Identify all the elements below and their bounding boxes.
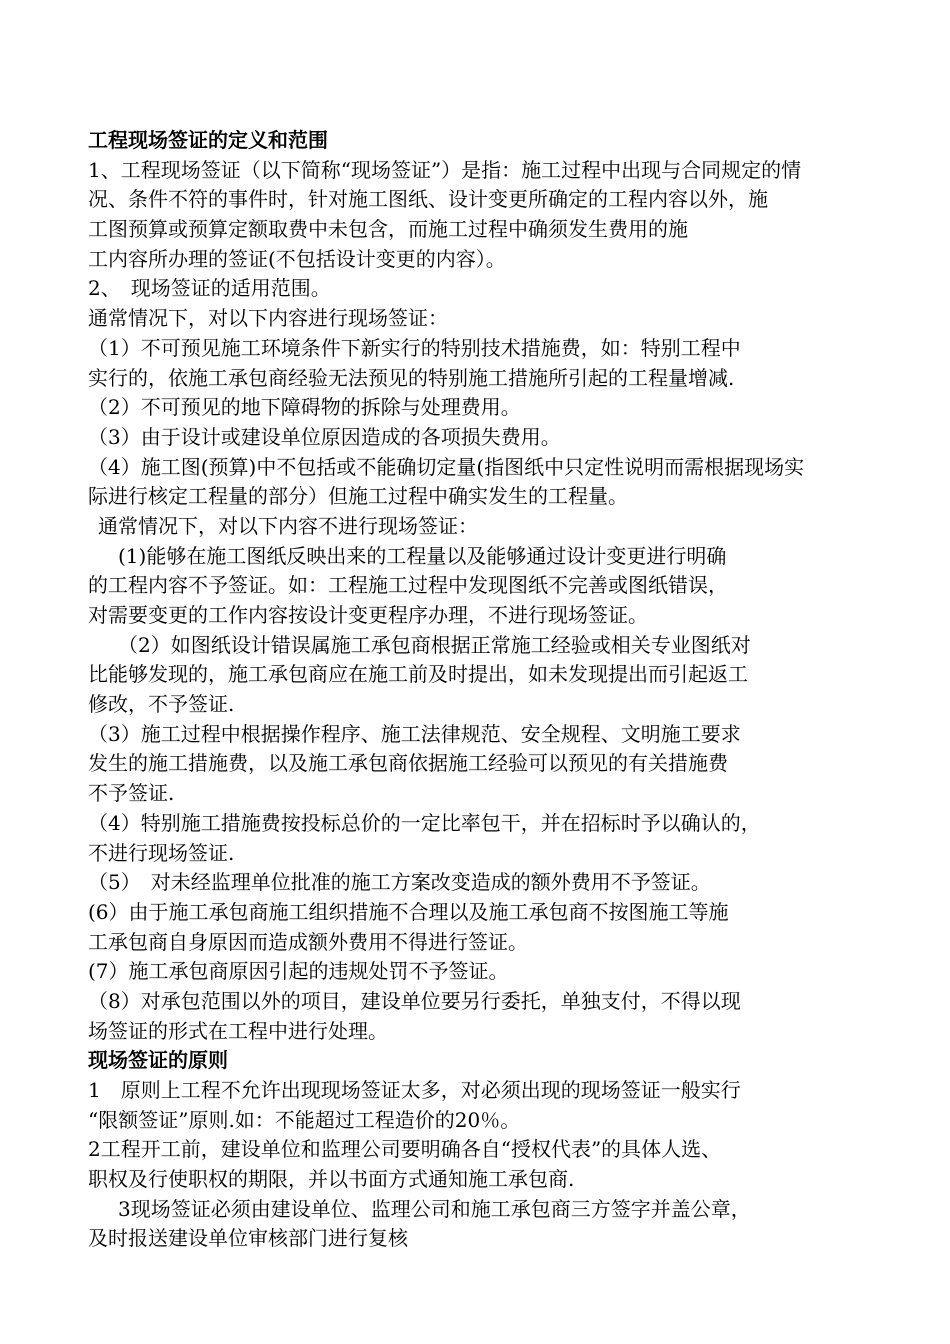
list-item-line: （1）不可预见施工环境条件下新实行的特别技术措施费，如：特别工程中	[88, 335, 741, 360]
list-item-line: (1)能够在施工图纸反映出来的工程量以及能够通过设计变更进行明确	[118, 543, 727, 568]
principle-line: 职权及行使职权的期限，并以书面方式通知施工承包商.	[88, 1167, 575, 1192]
list-item-line: 不予签证.	[88, 781, 175, 806]
paragraph-line: 工内容所办理的签证(不包括设计变更的内容）。	[88, 246, 506, 271]
document-page	[88, 126, 868, 1254]
list-item-line: (6）由于施工承包商施工组织措施不合理以及施工承包商不按图施工等施	[88, 899, 729, 924]
paragraph-line: 1、工程现场签证（以下简称“现场签证”）是指：施工过程中出现与合同规定的情	[88, 157, 802, 182]
paragraph-line: 况、条件不符的事件时，针对施工图纸、设计变更所确定的工程内容以外，施	[88, 187, 768, 212]
list-item-line: （4）施工图(预算)中不包括或不能确切定量(指图纸中只定性说明而需根据现场实	[88, 454, 805, 479]
section-heading-principles: 现场签证的原则	[88, 1048, 228, 1073]
principle-line: 1 原则上工程不允许出现现场签证太多，对必须出现的现场签证一般实行	[88, 1078, 741, 1102]
list-item-line: （2）如图纸设计错误属施工承包商根据正常施工经验或相关专业图纸对	[118, 632, 751, 657]
paragraph-line: 工图预算或预算定额取费中未包含，而施工过程中确须发生费用的施	[88, 217, 688, 242]
list-item-line: 实行的，依施工承包商经验无法预见的特别施工措施所引起的工程量增减.	[88, 365, 735, 390]
section-heading-definition: 工程现场签证的定义和范围	[88, 128, 328, 152]
paragraph-line: 通常情况下，对以下内容进行现场签证：	[88, 306, 448, 331]
list-item-line: 的工程内容不予签证。如：工程施工过程中发现图纸不完善或图纸错误，	[88, 573, 728, 598]
paragraph-line: 通常情况下，对以下内容不进行现场签证：	[98, 513, 478, 538]
list-item-line: （8）对承包范围以外的项目，建设单位要另行委托，单独支付，不得以现	[88, 988, 741, 1013]
list-item-line: （3）施工过程中根据操作程序、施工法律规范、安全规程、文明施工要求	[88, 721, 741, 746]
list-item-line: 比能够发现的，施工承包商应在施工前及时提出，如未发现提出而引起返工	[88, 662, 748, 687]
principle-line: 及时报送建设单位审核部门进行复核	[88, 1226, 408, 1251]
list-item-line: （5） 对未经监理单位批准的施工方案改变造成的额外费用不予签证。	[88, 870, 711, 895]
list-item-line: （2）不可预见的地下障碍物的拆除与处理费用。	[88, 395, 521, 420]
principle-line: 2工程开工前，建设单位和监理公司要明确各自“授权代表”的具体人选、	[88, 1137, 722, 1162]
list-item-line: (7）施工承包商原因引起的违规处罚不予签证。	[88, 959, 509, 984]
principle-line: 3现场签证必须由建设单位、监理公司和施工承包商三方签字并盖公章，	[118, 1196, 751, 1221]
list-item-line: 发生的施工措施费，以及施工承包商依据施工经验可以预见的有关措施费	[88, 751, 728, 776]
list-item-line: 际进行核定工程量的部分）但施工过程中确实发生的工程量。	[88, 484, 628, 509]
paragraph-line: 2、 现场签证的适用范围。	[88, 276, 331, 301]
list-item-line: 工承包商自身原因而造成额外费用不得进行签证。	[88, 929, 528, 954]
principle-line: “限额签证”原则.如：不能超过工程造价的20％。	[88, 1107, 521, 1132]
list-item-line: 修改，不予签证.	[88, 692, 235, 717]
list-item-line: 场签证的形式在工程中进行处理。	[88, 1018, 388, 1043]
list-item-line: （3）由于设计或建设单位原因造成的各项损失费用。	[88, 424, 561, 449]
list-item-line: 对需要变更的工作内容按设计变更程序办理，不进行现场签证。	[88, 603, 648, 627]
list-item-line: （4）特别施工措施费按投标总价的一定比率包干，并在招标时予以确认的，	[88, 810, 761, 835]
list-item-line: 不进行现场签证.	[88, 840, 235, 865]
